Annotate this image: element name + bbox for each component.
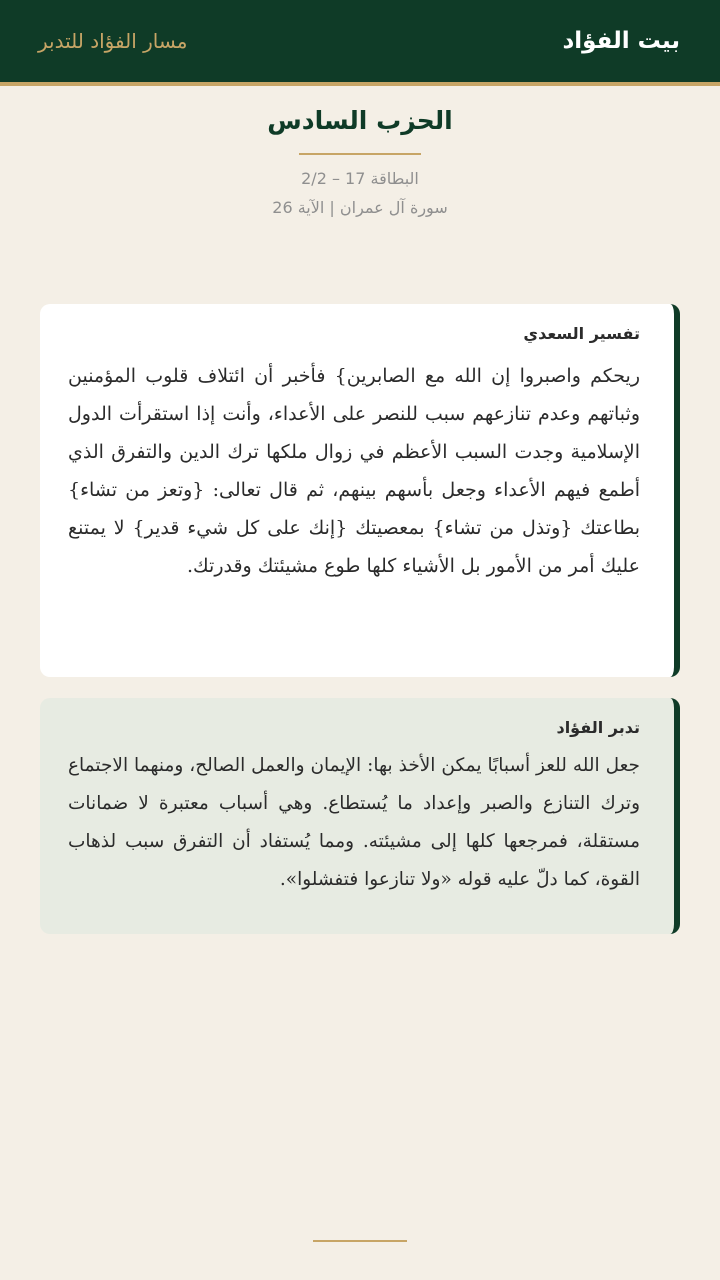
footer-divider <box>313 1240 407 1242</box>
title-divider <box>299 153 421 155</box>
tafsir-card-title: تفسير السعدي <box>523 324 640 343</box>
brand-title[interactable]: بيت الفؤاد <box>562 28 680 54</box>
card-reference: البطاقة 17 – 2/2 <box>301 169 419 188</box>
tafsir-card <box>40 304 680 677</box>
tafsir-card-text: ريحكم واصبروا إن الله مع الصابرين} فأخبر أن ائتلاف قلوب المؤمنين وثباتهم وعدم تنازعهم سبب للنصر على الأعداء، وأنت إذا استقرأت الدول الإسلامية وجدت السبب الأعظم في زوال ملكها ترك الدين والتفرق الذي أطمع فيهم الأعداء وجعل بأسهم بينهم، ثم قال تعالى: {وتعز من تشاء} بطاعتك {وتذل من تشاء} بمعصيتك {إنك على كل شيء قدير} لا يمتنع عليك أمر من الأمور بل الأشياء كلها طوع مشيئتك وقدرتك. <box>68 365 640 577</box>
tadabbur-card <box>40 698 680 934</box>
tadabbur-card-title: تدبر الفؤاد <box>556 718 640 737</box>
title-block <box>0 100 720 217</box>
verse-reference: سورة آل عمران | الآية 26 <box>272 198 448 217</box>
page-title: الحزب السادس <box>267 106 453 135</box>
nav-link-tadabbur-path[interactable]: مسار الفؤاد للتدبر <box>38 29 188 53</box>
top-header <box>0 0 720 86</box>
tadabbur-card-text: جعل الله للعز أسبابًا يمكن الأخذ بها: الإيمان والعمل الصالح، ومنهما الاجتماع وترك التنازع والصبر وإعداد ما يُستطاع. وهي أسباب معتبرة لا ضمانات مستقلة، فمرجعها كلها إلى مشيئته. ومما يُستفاد أن التفرق سبب لذهاب القوة، كما دلّ عليه قوله «ولا تنازعوا فتفشلوا». <box>68 755 640 890</box>
